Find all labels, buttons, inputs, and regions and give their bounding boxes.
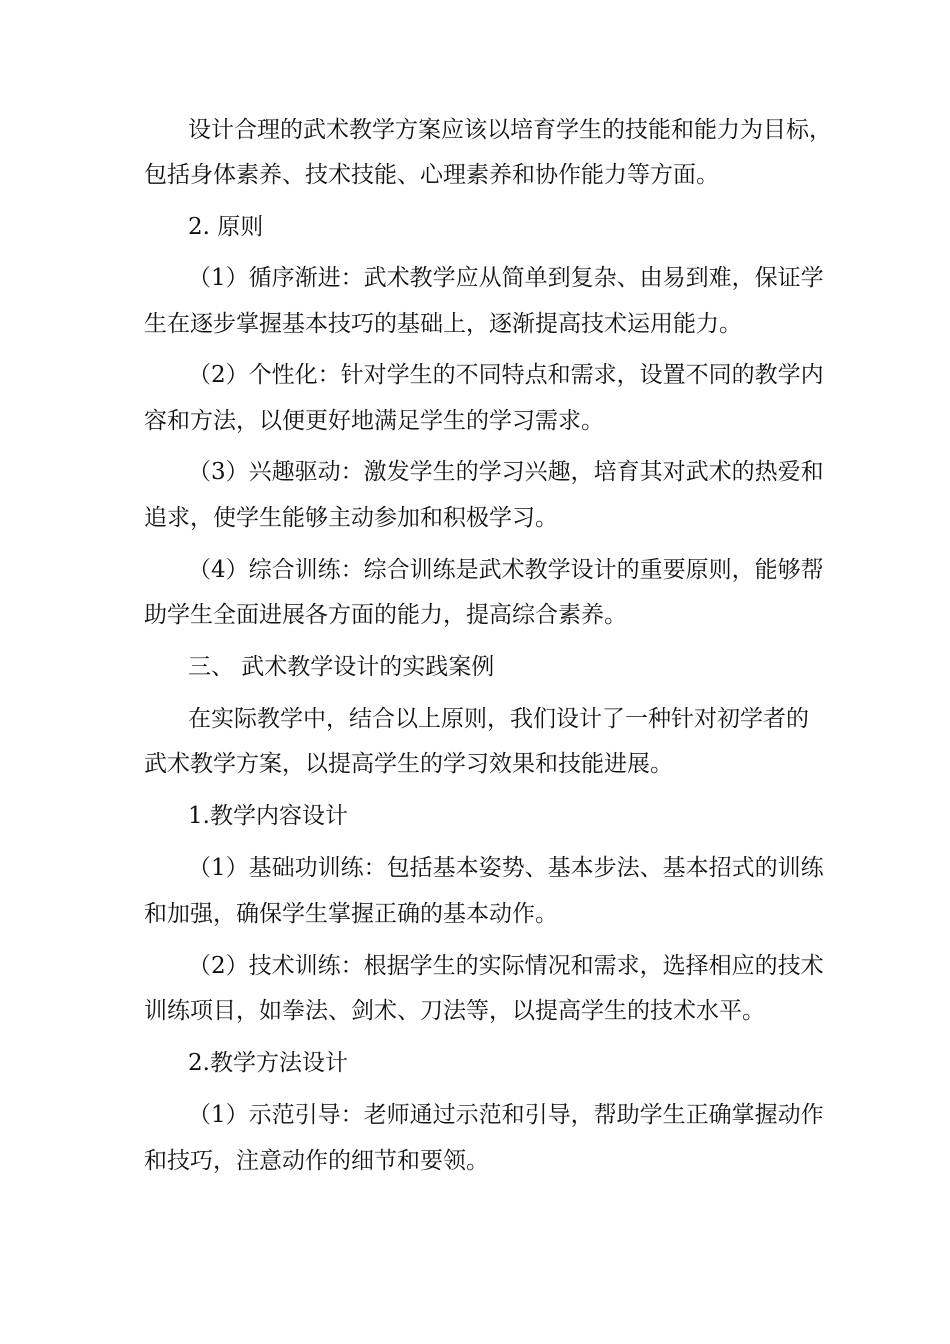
principle-2-line-1: （2）个性化：针对学生的不同特点和需求，设置不同的教学内 (188, 362, 824, 388)
principle-4-line-1: （4）综合训练：综合训练是武术教学设计的重要原则，能够帮 (188, 557, 824, 583)
practice-intro-line-1: 在实际教学中，结合以上原则，我们设计了一种针对初学者的 (188, 706, 809, 732)
method-item-1-line-2: 和技巧，注意动作的细节和要领。 (144, 1148, 489, 1174)
content-item-1-line-2: 和加强，确保学生掌握正确的基本动作。 (144, 901, 558, 927)
principle-1-line-1: （1）循序渐进：武术教学应从简单到复杂、由易到难，保证学 (188, 265, 824, 291)
principle-2-line-2: 容和方法，以便更好地满足学生的学习需求。 (144, 408, 604, 434)
paragraph-1-line-1: 设计合理的武术教学方案应该以培育学生的技能和能力为目标， (188, 117, 832, 143)
principle-1-line-2: 生在逐步掌握基本技巧的基础上，逐渐提高技术运用能力。 (144, 311, 742, 337)
content-item-2-line-2: 训练项目，如拳法、剑术、刀法等，以提高学生的技术水平。 (144, 998, 765, 1024)
section-heading-principles: 2. 原则 (188, 214, 264, 240)
paragraph-1-line-2: 包括身体素养、技术技能、心理素养和协作能力等方面。 (144, 162, 719, 188)
subheading-method-design: 2.教学方法设计 (188, 1050, 348, 1076)
principle-3-line-2: 追求，使学生能够主动参加和积极学习。 (144, 505, 558, 531)
content-item-1-line-1: （1）基础功训练：包括基本姿势、基本步法、基本招式的训练 (188, 855, 824, 881)
content-item-2-line-1: （2）技术训练：根据学生的实际情况和需求，选择相应的技术 (188, 953, 824, 979)
method-item-1-line-1: （1）示范引导：老师通过示范和引导，帮助学生正确掌握动作 (188, 1102, 824, 1128)
section-heading-practice-case: 三、 武术教学设计的实践案例 (188, 654, 495, 680)
subheading-content-design: 1.教学内容设计 (188, 803, 348, 829)
principle-3-line-1: （3）兴趣驱动：激发学生的学习兴趣，培育其对武术的热爱和 (188, 459, 824, 485)
practice-intro-line-2: 武术教学方案，以提高学生的学习效果和技能进展。 (144, 751, 673, 777)
principle-4-line-2: 助学生全面进展各方面的能力，提高综合素养。 (144, 602, 627, 628)
